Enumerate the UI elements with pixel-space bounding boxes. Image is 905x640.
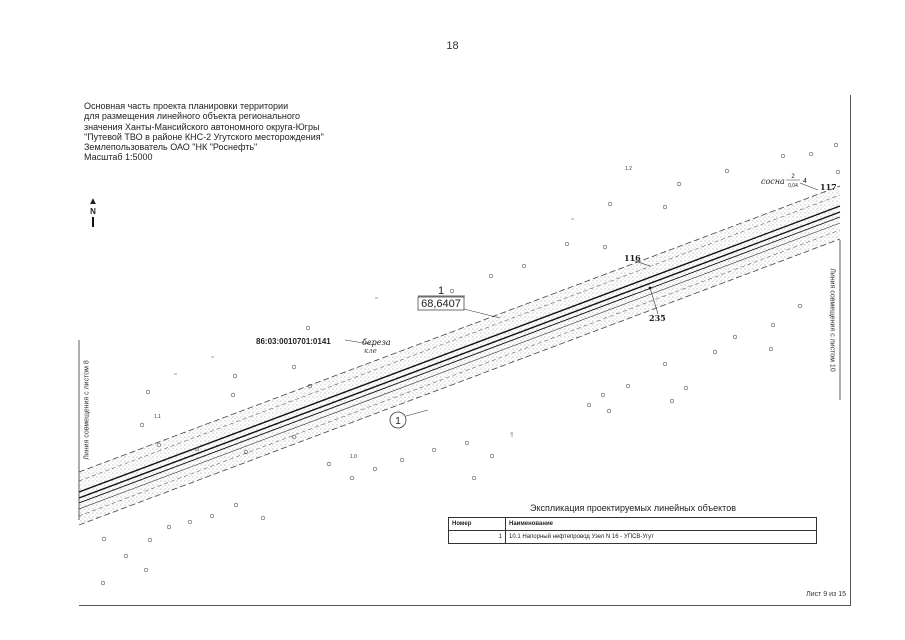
spot-height: 1.1 bbox=[154, 414, 161, 420]
pine-value: 4 bbox=[803, 178, 807, 185]
scale-line: Масштаб 1:5000 bbox=[84, 152, 153, 163]
land-user-line: Землепользователь ОАО "НК "Роснефть" bbox=[84, 142, 258, 153]
pipeline-line bbox=[79, 217, 840, 503]
sheet-counter: Лист 9 из 15 bbox=[806, 591, 846, 598]
pine-denominator: 0,04 bbox=[788, 183, 798, 189]
north-letter: N bbox=[90, 207, 96, 216]
sheet-join-label-left: Линия совмещения с листом 8 bbox=[83, 360, 91, 460]
object-number: 1 bbox=[395, 416, 401, 427]
legend-col-name: Наименование bbox=[506, 518, 817, 531]
pine-label: сосна bbox=[761, 177, 785, 186]
point-label: 116 bbox=[624, 253, 641, 263]
pine-numerator: 2 bbox=[791, 174, 795, 180]
allotment-area: 68,6407 bbox=[421, 298, 461, 310]
survey-point bbox=[649, 287, 652, 290]
pipeline-line bbox=[79, 212, 840, 498]
cadastral-number: 86:03:0010701:0141 bbox=[256, 337, 331, 346]
allotment-id: 1 bbox=[437, 285, 445, 297]
allotment-boundary bbox=[79, 186, 840, 472]
legend-table bbox=[448, 517, 817, 544]
table-row bbox=[449, 531, 817, 544]
leader-line bbox=[464, 309, 500, 318]
point-label: 235 bbox=[649, 313, 666, 323]
legend-row-name: 10.1 Напорный нефтепровод Узел N 16 - УПСВ-Угут bbox=[506, 531, 817, 544]
arrow-up-icon: ▲ bbox=[88, 196, 98, 207]
spot-height: 1.0 bbox=[350, 454, 357, 460]
spot-height: 1.2 bbox=[625, 166, 632, 172]
north-arrow bbox=[88, 197, 98, 227]
point-label: 117 bbox=[820, 182, 837, 192]
legend-title: Экспликация проектируемых линейных объектов bbox=[530, 503, 736, 513]
page-number: 18 bbox=[446, 40, 459, 52]
pipeline-line bbox=[79, 223, 840, 509]
title-line: значения Ханты-Мансийского автономного округа-Югры bbox=[84, 121, 320, 132]
legend-header-row bbox=[449, 518, 817, 531]
birch-label: береза bbox=[362, 338, 391, 347]
leader-line bbox=[406, 410, 428, 416]
title-line: "Путевой ТВО в районе КНС-2 Угутского месторождения" bbox=[84, 131, 324, 142]
title-line: для размещения линейного объекта регионального bbox=[84, 111, 300, 122]
title-line: Основная часть проекта планировки территории bbox=[84, 101, 289, 111]
pipeline-line bbox=[79, 206, 840, 492]
legend-row-number: 1 bbox=[449, 531, 506, 544]
arrow-shaft bbox=[92, 217, 94, 227]
birch-fraction: кле bbox=[364, 347, 377, 355]
sheet-join-label-right: Линия совмещения с листом 10 bbox=[828, 268, 836, 372]
legend-col-number: Номер bbox=[449, 518, 506, 531]
